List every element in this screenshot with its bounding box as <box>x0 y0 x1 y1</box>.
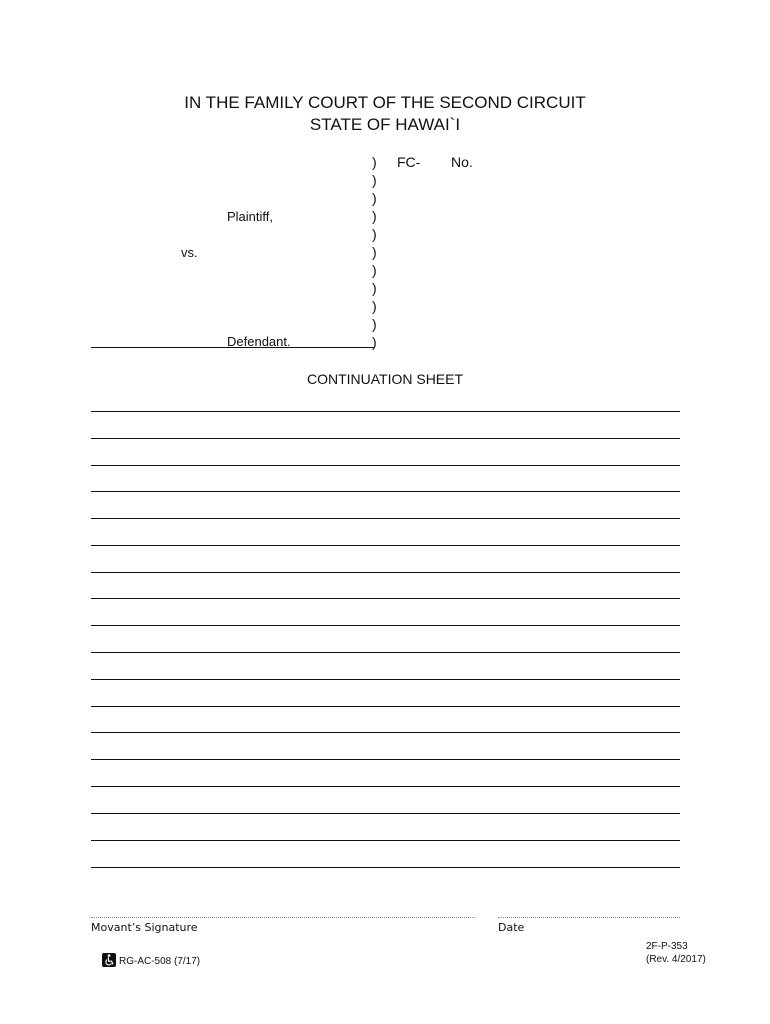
caption-paren: ) <box>372 280 377 296</box>
caption-paren: ) <box>372 316 377 332</box>
writing-line[interactable] <box>91 465 680 466</box>
writing-line[interactable] <box>91 518 680 519</box>
writing-line[interactable] <box>91 759 680 760</box>
caption-paren: ) <box>372 298 377 314</box>
defendant-label: Defendant. <box>227 334 291 349</box>
writing-line[interactable] <box>91 813 680 814</box>
caption-paren: ) <box>372 334 377 350</box>
caption-paren: ) <box>372 208 377 224</box>
writing-line[interactable] <box>91 438 680 439</box>
caption-paren: ) <box>372 154 377 170</box>
form-revision: (Rev. 4/2017) <box>646 954 706 965</box>
caption-paren: ) <box>372 226 377 242</box>
caption-underline <box>91 347 374 348</box>
form-code: RG-AC-508 (7/17) <box>119 956 201 967</box>
writing-line[interactable] <box>91 679 680 680</box>
writing-line[interactable] <box>91 706 680 707</box>
case-number-label: No. <box>451 154 473 170</box>
vs-label: vs. <box>181 245 198 260</box>
movant-signature-line[interactable] <box>91 917 475 918</box>
court-title: IN THE FAMILY COURT OF THE SECOND CIRCUIT <box>184 93 586 112</box>
caption-paren: ) <box>372 190 377 206</box>
case-prefix: FC- <box>397 154 421 170</box>
writing-line[interactable] <box>91 652 680 653</box>
writing-line[interactable] <box>91 786 680 787</box>
form-title: CONTINUATION SHEET <box>306 371 464 387</box>
writing-line[interactable] <box>91 625 680 626</box>
state-title: STATE OF HAWAI`I <box>309 115 461 134</box>
writing-line[interactable] <box>91 545 680 546</box>
writing-line[interactable] <box>91 491 680 492</box>
writing-line[interactable] <box>91 572 680 573</box>
writing-line[interactable] <box>91 867 680 868</box>
writing-line[interactable] <box>91 598 680 599</box>
caption-paren: ) <box>372 244 377 260</box>
movant-signature-label: Movant’s Signature <box>91 921 198 934</box>
writing-line[interactable] <box>91 732 680 733</box>
caption-paren: ) <box>372 262 377 278</box>
caption-paren: ) <box>372 172 377 188</box>
writing-line[interactable] <box>91 411 680 412</box>
date-line[interactable] <box>498 917 680 918</box>
date-label: Date <box>498 921 525 934</box>
plaintiff-label: Plaintiff, <box>227 209 274 224</box>
wheelchair-accessibility-icon <box>102 953 116 967</box>
writing-line[interactable] <box>91 840 680 841</box>
form-number: 2F-P-353 <box>646 941 688 952</box>
